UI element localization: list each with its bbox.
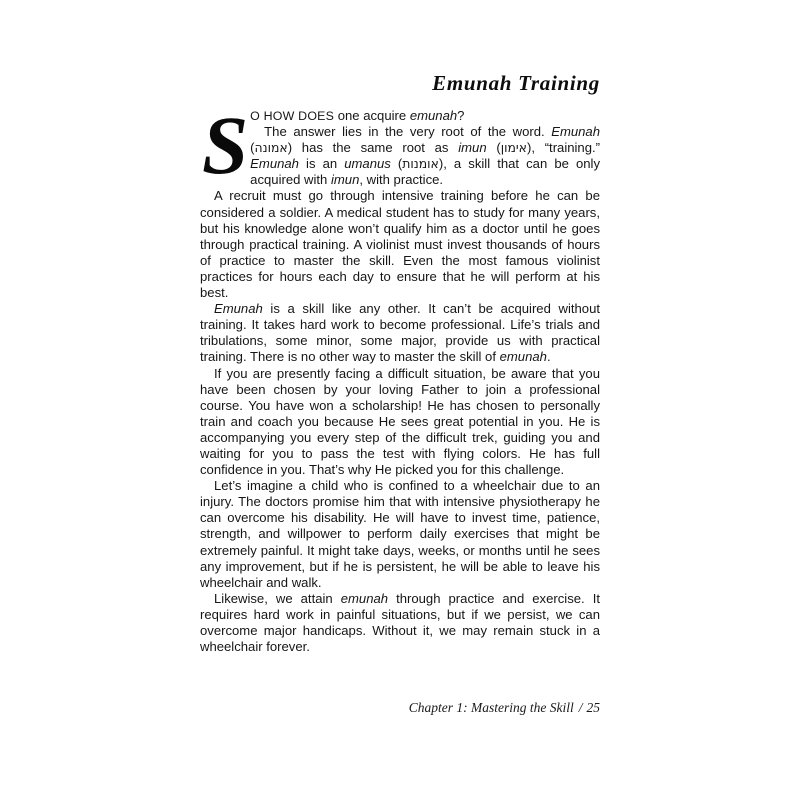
- paragraph-3: [200, 301, 600, 365]
- par6-text-a: Likewise, we attain: [214, 590, 341, 606]
- footer-separator: /: [578, 700, 583, 715]
- par1-text-i: (: [390, 156, 403, 172]
- hebrew-word-umanus: אומנות: [402, 156, 439, 172]
- par1-text-e: ) has the same root as: [287, 140, 459, 156]
- opening-small-caps: O HOW DOES: [250, 109, 335, 123]
- par1-text-j: ), a skill that can be only acquired with: [250, 156, 600, 188]
- par3-text-b: .: [546, 349, 551, 365]
- par1-italic-emunah: emunah: [409, 108, 458, 123]
- par3-text-a: is a skill like any other. It can’t be acquired without training. It takes hard work to become professional. Life’s trials and tribulations, some minor, some major, provide us with practical training. There is no other way to master the skill of: [200, 301, 600, 365]
- paragraph-6: [200, 591, 600, 655]
- par1-text-a: one acquire: [334, 108, 410, 123]
- paragraph-2: A recruit must go through intensive training before he can be considered a soldier. A medical student has to study for many years, but his knowledge alone won’t qualify him as a doctor until he goes through practical training. A violinist must invest thousands of hours of practice to master the skill. Even the most famous violinist practices for hours each day to ensure that he will perform at his best.: [200, 188, 600, 301]
- par6-text-b: through practice and exercise. It requires hard work in painful situations, but if we persist, we can overcome major handicaps. Without it, we may remain stuck in a wheelchair forever.: [200, 590, 600, 655]
- page-title: Emunah Training: [432, 71, 600, 95]
- paragraph-1: [200, 99, 600, 191]
- par1-text-k: , with practice.: [359, 172, 444, 188]
- par1-text-c: The answer lies in the very root of the word.: [264, 124, 552, 140]
- par3-italic-emunah-2: emunah: [499, 349, 547, 365]
- par1-italic-umanus: umanus: [344, 156, 391, 172]
- page-footer: [200, 700, 600, 716]
- par3-italic-emunah: Emunah: [214, 301, 263, 317]
- par1-italic-emunah-2: Emunah: [551, 124, 600, 140]
- page-number: 25: [586, 700, 600, 715]
- par1-italic-emunah-3: Emunah: [250, 156, 299, 172]
- par1-text-h: is an: [298, 156, 345, 172]
- drop-cap-letter: S: [202, 99, 249, 191]
- par1-text-f: (: [486, 140, 501, 156]
- hebrew-word-imun: אימון: [500, 140, 527, 156]
- par1-italic-imun: imun: [458, 140, 487, 156]
- par1-italic-imun-2: imun: [330, 172, 360, 188]
- par1-text-d: (: [250, 140, 255, 156]
- paragraph-4: If you are presently facing a difficult situation, be aware that you have been chosen by your loving Father to join a professional course. You have won a scholarship! He has chosen to personally train and coach you because He sees great potential in you. He is accompanying you every step of the difficult trek, guiding you and waiting for you to pass the test with flying colors. He has full confidence in you. That’s why He picked you for this challenge.: [200, 365, 600, 478]
- par1-text-b: ?: [457, 108, 465, 123]
- paragraph-5: Let’s imagine a child who is confined to a wheelchair due to an injury. The doctors promise him that with intensive physiotherapy he can overcome his disability. He will have to invest time, patience, strength, and willpower to perform daily exercises that might be extremely painful. It might take days, weeks, or months until he sees any improvement, but if he is persistent, he will be able to leave his wheelchair and walk.: [200, 478, 600, 590]
- par6-italic-emunah: emunah: [340, 590, 389, 606]
- par1-text-g: ), “training.”: [526, 140, 600, 156]
- text-column: [200, 99, 600, 655]
- footer-chapter-label: Chapter 1: Mastering the Skill: [408, 700, 574, 715]
- hebrew-word-emunah: אמונה: [254, 140, 288, 156]
